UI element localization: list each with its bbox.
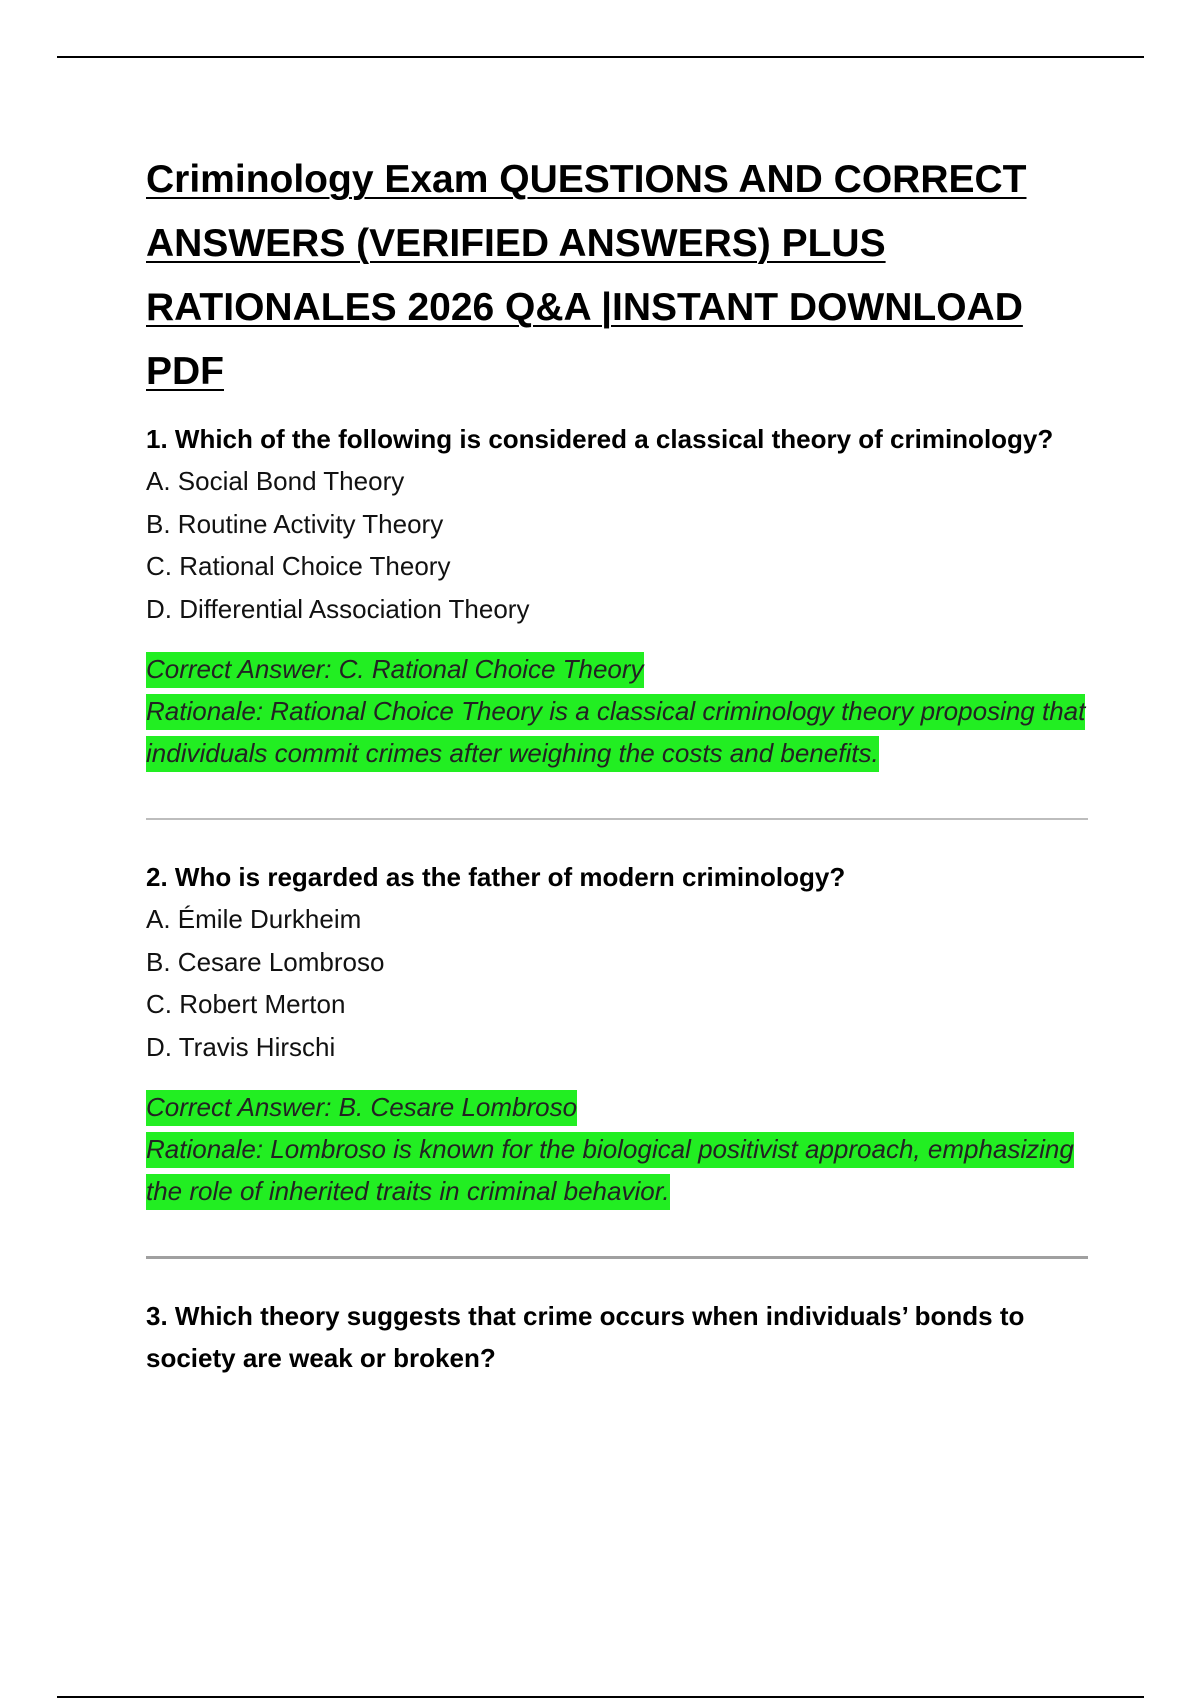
option-b: B. Cesare Lombroso bbox=[146, 946, 385, 977]
option-b: B. Routine Activity Theory bbox=[146, 508, 444, 539]
question-text: 1. Which of the following is considered a classical theory of criminology? bbox=[146, 424, 1054, 454]
correct-answer: Correct Answer: B. Cesare Lombroso bbox=[146, 1090, 577, 1126]
correct-answer: Correct Answer: C. Rational Choice Theory bbox=[146, 652, 644, 688]
document-body bbox=[146, 148, 1096, 1379]
question-divider bbox=[146, 818, 1088, 820]
option-c: C. Rational Choice Theory bbox=[146, 551, 451, 581]
option-a: A. Émile Durkheim bbox=[146, 904, 362, 934]
question-block-2 bbox=[146, 856, 1096, 1212]
header-rule bbox=[57, 56, 1144, 58]
option-c: C. Robert Merton bbox=[146, 989, 346, 1019]
option-d: D. Travis Hirschi bbox=[146, 1031, 336, 1062]
document-title-text: Criminology Exam QUESTIONS AND CORRECT ANSWERS (VERIFIED ANSWERS) PLUS RATIONALES 2026 Q&A |INSTANT DOWNLOAD PDF bbox=[146, 158, 1027, 393]
rationale: Rationale: Lombroso is known for the biological positivist approach, emphasizing the role of inherited traits in criminal behavior. bbox=[146, 1132, 1074, 1210]
options-list bbox=[146, 898, 1096, 1068]
rationale: Rationale: Rational Choice Theory is a classical criminology theory proposing that individuals commit crimes after weighing the costs and benefits. bbox=[146, 694, 1085, 772]
question-block-3 bbox=[146, 1295, 1096, 1379]
answer-block bbox=[146, 648, 1096, 774]
answer-block bbox=[146, 1086, 1096, 1212]
question-text: 2. Who is regarded as the father of modern criminology? bbox=[146, 862, 846, 892]
options-list bbox=[146, 460, 1096, 630]
question-block-1 bbox=[146, 418, 1096, 774]
question-divider bbox=[146, 1256, 1088, 1259]
footer-rule bbox=[57, 1696, 1144, 1698]
option-a: A. Social Bond Theory bbox=[146, 466, 405, 496]
question-text: 3. Which theory suggests that crime occurs when individuals’ bonds to society are weak or broken? bbox=[146, 1301, 1025, 1373]
option-d: D. Differential Association Theory bbox=[146, 593, 530, 624]
document-title bbox=[146, 148, 1096, 404]
